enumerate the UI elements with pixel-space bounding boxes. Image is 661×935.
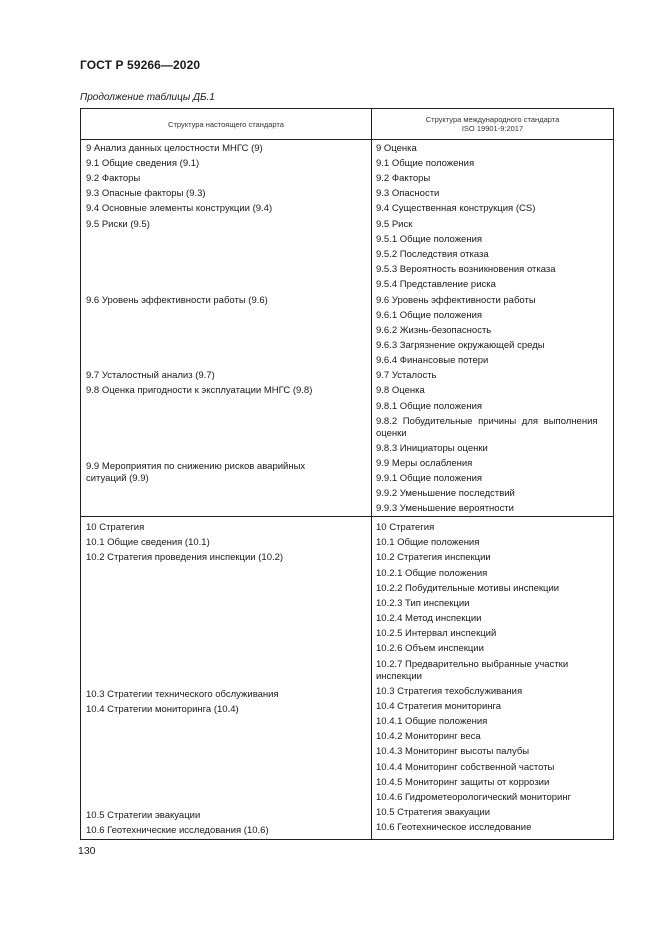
right-row: 9.5.2 Последствия отказа (376, 249, 489, 260)
right-row: 9.4 Существенная конструкция (CS) (376, 203, 536, 214)
right-row: 10.2.2 Побудительные мотивы инспекции (376, 583, 560, 594)
left-row: 9.7 Усталостный анализ (9.7) (86, 370, 215, 381)
right-row: 9.6.1 Общие положения (376, 310, 483, 321)
right-row: 10.4.2 Мониторинг веса (376, 731, 481, 742)
right-row: 10.2.6 Объем инспекции (376, 643, 484, 654)
left-row: 10.1 Общие сведения (10.1) (86, 537, 210, 548)
right-row: 10.4.3 Мониторинг высоты палубы (376, 746, 530, 757)
right-row: 10.3 Стратегия техобслуживания (376, 686, 523, 697)
right-row: 9.9.2 Уменьшение последствий (376, 488, 515, 499)
right-row: 10.5 Стратегия эвакуации (376, 807, 491, 818)
left-row: 9.4 Основные элементы конструкции (9.4) (86, 203, 273, 214)
right-row: 10.2.3 Тип инспекции (376, 598, 470, 609)
left-row: 9.9 Мероприятия по снижению рисков аварийных (86, 461, 306, 472)
right-row: 9 Оценка (376, 143, 417, 154)
right-row: 9.9.3 Уменьшение вероятности (376, 503, 514, 514)
left-row: 10 Стратегия (86, 522, 145, 533)
right-row: 10.1 Общие положения (376, 537, 480, 548)
right-row: 9.7 Усталость (376, 370, 437, 381)
right-row: 9.6 Уровень эффективности работы (376, 295, 536, 306)
right-row: 9.8.1 Общие положения (376, 401, 483, 412)
right-row: 9.6.4 Финансовые потери (376, 355, 489, 366)
left-row: 10.4 Стратегии мониторинга (10.4) (86, 704, 239, 715)
right-row: 10.4.5 Мониторинг защиты от коррозии (376, 777, 550, 788)
right-row: 9.8.2 Побудительные причины для выполнения (376, 416, 598, 427)
right-row: 10.4 Стратегия мониторинга (376, 701, 502, 712)
left-row: 10.6 Геотехнические исследования (10.6) (86, 825, 269, 836)
right-row: 10.4.6 Гидрометеорологический мониторинг (376, 792, 572, 803)
right-row: 9.3 Опасности (376, 188, 440, 199)
right-row: 9.1 Общие положения (376, 158, 475, 169)
left-row: 9.3 Опасные факторы (9.3) (86, 188, 206, 199)
right-row: 10.2.5 Интервал инспекций (376, 628, 497, 639)
right-row: 9.8 Оценка (376, 385, 425, 396)
right-row: 10.6 Геотехническое исследование (376, 822, 532, 833)
comparison-table (80, 108, 614, 840)
right-row: 10.2.7 Предварительно выбранные участки (376, 659, 569, 670)
table-caption: Продолжение таблицы ДБ.1 (80, 92, 215, 103)
header-divider (81, 139, 613, 140)
col-header-intl-line1: Структура международного стандарта (425, 115, 560, 124)
left-row: 9 Анализ данных целостности МНГС (9) (86, 143, 263, 154)
right-row: 9.5.4 Представление риска (376, 279, 496, 290)
col-header-this-standard: Структура настоящего стандарта (168, 119, 284, 129)
table-header (81, 109, 613, 139)
left-row: 9.6 Уровень эффективности работы (9.6) (86, 295, 268, 306)
right-row: 10 Стратегия (376, 522, 435, 533)
right-row: 10.4.4 Мониторинг собственной частоты (376, 762, 555, 773)
right-row: 9.9 Меры ослабления (376, 458, 473, 469)
left-row: 9.5 Риски (9.5) (86, 219, 150, 230)
right-row: 10.4.1 Общие положения (376, 716, 488, 727)
right-row: 9.6.2 Жизнь-безопасность (376, 325, 492, 336)
right-row: 9.6.3 Загрязнение окружающей среды (376, 340, 545, 351)
page-number: 130 (78, 845, 96, 857)
document-id: ГОСТ Р 59266—2020 (80, 58, 201, 72)
col-header-international-standard (372, 109, 613, 139)
left-row: 10.2 Стратегия проведения инспекции (10.2) (86, 552, 284, 563)
right-row: инспекции (376, 671, 422, 682)
right-row: 10.2 Стратегия инспекции (376, 552, 491, 563)
right-row: 9.5.3 Вероятность возникновения отказа (376, 264, 556, 275)
right-row: 9.8.3 Инициаторы оценки (376, 443, 488, 454)
left-row: 10.5 Стратегии эвакуации (86, 810, 201, 821)
right-row: оценки (376, 428, 407, 439)
left-row: 9.8 Оценка пригодности к эксплуатации МНГС (9.8) (86, 385, 313, 396)
section-divider (81, 516, 613, 517)
column-divider (371, 109, 372, 839)
left-row: 10.3 Стратегии технического обслуживания (86, 689, 279, 700)
right-row: 9.9.1 Общие положения (376, 473, 483, 484)
left-row: 9.2 Факторы (86, 173, 141, 184)
col-header-intl-line2: ISO 19901-9:2017 (461, 124, 524, 133)
left-row: 9.1 Общие сведения (9.1) (86, 158, 200, 169)
right-row: 9.5.1 Общие положения (376, 234, 483, 245)
right-row: 9.2 Факторы (376, 173, 431, 184)
right-row: 10.2.4 Метод инспекции (376, 613, 482, 624)
right-row: 9.5 Риск (376, 219, 413, 230)
right-row: 10.2.1 Общие положения (376, 568, 488, 579)
left-row: ситуаций (9.9) (86, 473, 149, 484)
